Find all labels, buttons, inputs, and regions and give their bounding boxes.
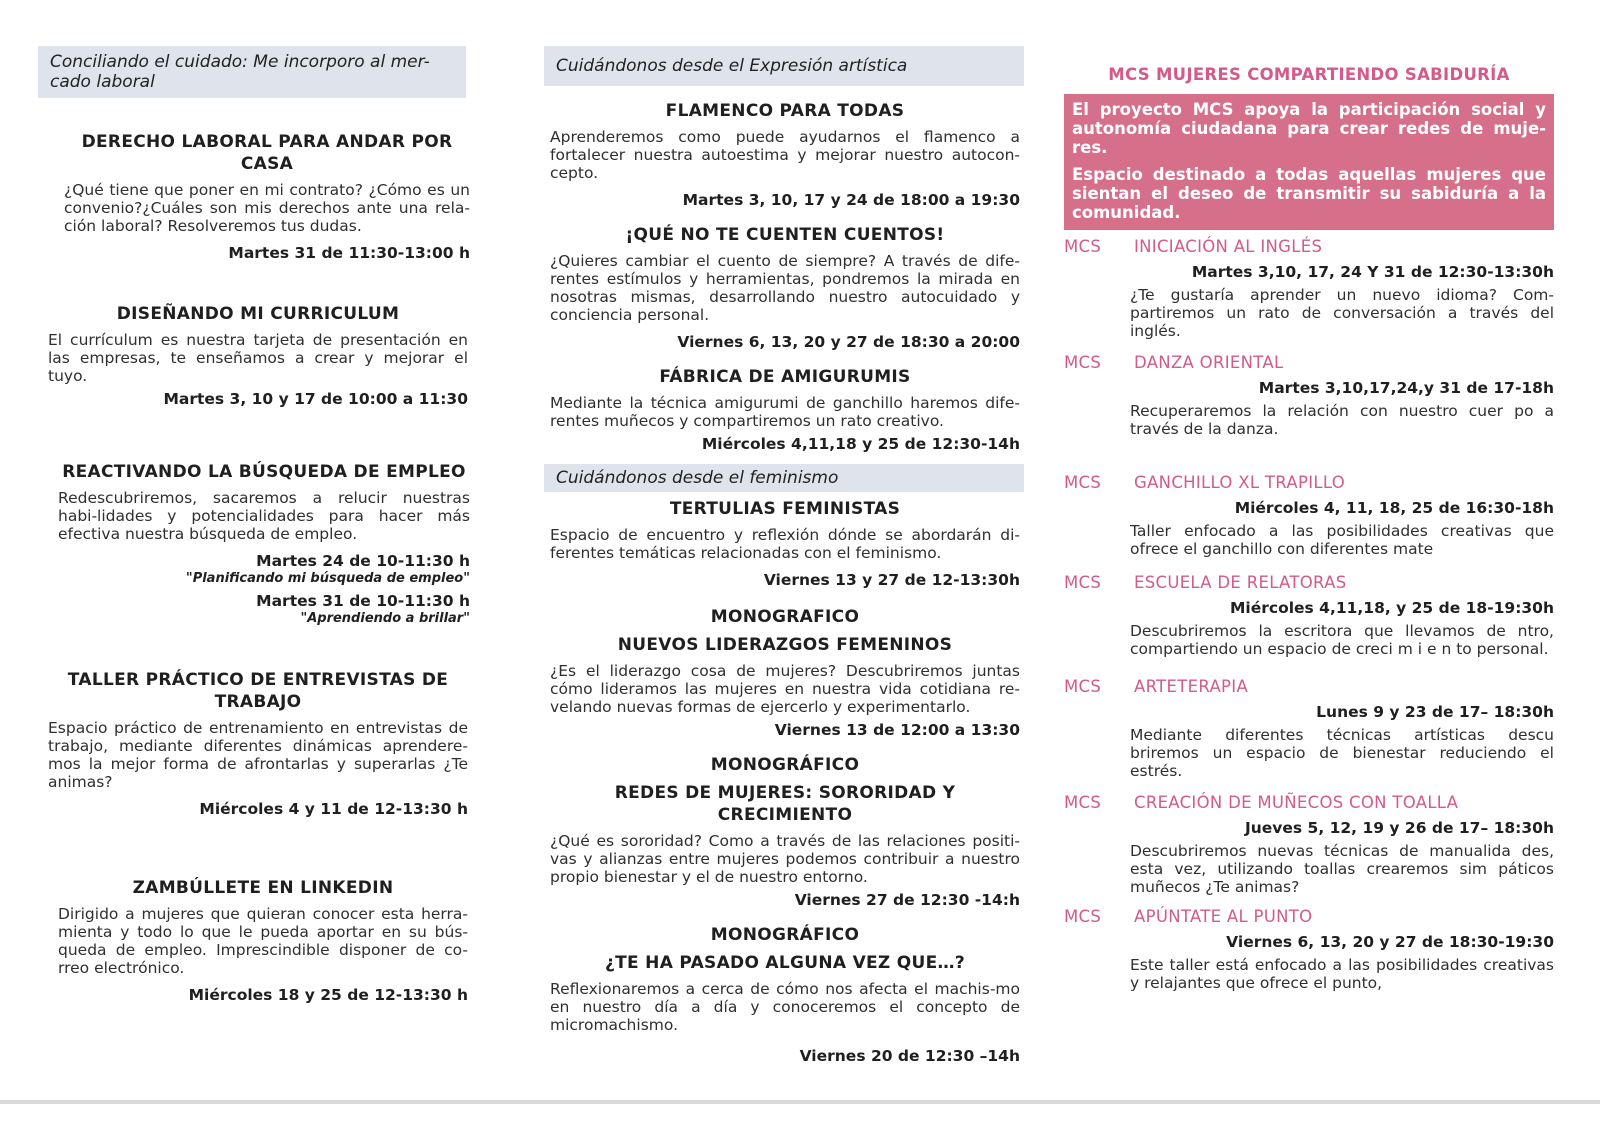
event-description: ¿Es el liderazgo cosa de mujeres? Descubriremos juntas cómo lideramos las mujeres en nuestra vida cotidiana re-velando nuevas formas de ejercerlo y experimentarlo. — [550, 662, 1020, 716]
event-title: FLAMENCO PARA TODAS — [665, 101, 905, 121]
column-mcs — [1064, 64, 1554, 992]
mcs-intro-paragraph: El proyecto MCS apoya la participación social y autonomía ciudadana para crear redes de muje-res. — [1072, 100, 1546, 157]
event-title: ZAMBÚLLETE EN LINKEDIN — [132, 878, 394, 898]
event-amigurumis — [544, 366, 1024, 454]
mcs-item-name: ESCUELA DE RELATORAS — [1134, 573, 1347, 592]
event-schedule: Martes 3, 10, 17 y 24 de 18:00 a 19:30 — [682, 191, 1020, 209]
mcs-item-description: Este taller está enfocado a las posibilidades creativas y relajantes que ofrece el punto, — [1130, 956, 1554, 992]
event-subtitle: REDES DE MUJERES: SORORIDAD Y CRECIMIENTO — [614, 783, 956, 825]
mcs-tag: MCS — [1064, 573, 1102, 592]
event-subtitle: NUEVOS LIDERAZGOS FEMENINOS — [617, 635, 953, 655]
mcs-item-schedule: Martes 3,10,17,24,y 31 de 17-18h — [1258, 379, 1554, 397]
mcs-intro-paragraph-2: Espacio destinado a todas aquellas mujeres que sientan el deseo de transmitir su sabiduría a la comunidad. — [1072, 165, 1546, 222]
mcs-item-schedule: Miércoles 4, 11, 18, 25 de 16:30-18h — [1234, 499, 1554, 517]
event-title: ¡QUÉ NO TE CUENTEN CUENTOS! — [625, 225, 945, 245]
mcs-item-munecos — [1064, 792, 1554, 896]
event-schedule: Martes 3, 10 y 17 de 10:00 a 11:30 — [163, 390, 468, 408]
event-title: MONOGRAFICO — [710, 607, 860, 627]
event-description: Reflexionaremos a cerca de cómo nos afecta el machis-mo en nuestro día a día y conoceremos el concepto de micromachismo. — [550, 980, 1020, 1034]
event-schedule: Martes 31 de 11:30-13:00 h — [228, 244, 470, 262]
event-flamenco — [544, 100, 1024, 210]
event-description: ¿Qué es sororidad? Como a través de las relaciones positi-vas y alianzas entre mujeres podemos contribuir a nuestro propio bienestar y el de nuestro entorno. — [550, 832, 1020, 886]
event-description: Dirigido a mujeres que quieran conocer esta herra-mienta y todo lo que le pueda aportar en su bús-queda de empleo. Imprescindible disponer de co-rreo electrónico. — [58, 905, 468, 977]
mcs-item-name: ARTETERAPIA — [1134, 677, 1249, 696]
event-note-2: "Aprendiendo a brillar" — [300, 611, 470, 626]
mcs-item-schedule: Lunes 9 y 23 de 17– 18:30h — [1316, 703, 1554, 721]
event-title: TALLER PRÁCTICO DE ENTREVISTAS DE TRABAJO — [67, 670, 449, 712]
mcs-tag: MCS — [1064, 677, 1102, 696]
mcs-tag: MCS — [1064, 793, 1102, 812]
event-cuentos — [544, 224, 1024, 352]
event-description: ¿Quieres cambiar el cuento de siempre? A través de dife-rentes estímulos y herramientas, pondremos la mirada en nosotras mismas, desarrollando nuestro autocuidado y conciencia personal. — [550, 252, 1020, 324]
event-note: "Planificando mi búsqueda de empleo" — [185, 571, 470, 586]
mcs-item-punto — [1064, 906, 1554, 992]
event-description: El currículum es nuestra tarjeta de presentación en las empresas, te enseñamos a crear y mejorar el tuyo. — [48, 331, 468, 385]
event-title: DERECHO LABORAL PARA ANDAR POR CASA — [81, 132, 453, 174]
event-title: MONOGRÁFICO — [710, 755, 860, 775]
event-title: TERTULIAS FEMINISTAS — [669, 499, 901, 519]
event-description: Aprenderemos como puede ayudarnos el flamenco a fortalecer nuestra autoestima y mejorar nuestro autocon-cepto. — [550, 128, 1020, 182]
mcs-item-name: INICIACIÓN AL INGLÉS — [1134, 237, 1323, 256]
mcs-item-description: Taller enfocado a las posibilidades creativas que ofrece el ganchillo con diferentes mate — [1130, 522, 1554, 558]
event-schedule: Viernes 13 y 27 de 12-13:30h — [763, 571, 1020, 589]
event-title: FÁBRICA DE AMIGURUMIS — [659, 367, 911, 387]
event-schedule: Viernes 20 de 12:30 –14h — [799, 1047, 1020, 1065]
mcs-item-ganchillo — [1064, 472, 1554, 558]
mcs-item-arteterapia — [1064, 676, 1554, 780]
event-schedule: Miércoles 4,11,18 y 25 de 12:30-14h — [701, 435, 1020, 453]
column-expresion-feminismo — [544, 46, 1024, 1066]
event-description: Redescubriremos, sacaremos a relucir nuestras habi-lidades y potencialidades para hacer más efectiva nuestra búsqueda de empleo. — [58, 489, 470, 543]
mcs-item-description: ¿Te gustaría aprender un nuevo idioma? Com-partiremos un rato de conversación a través del inglés. — [1130, 286, 1554, 340]
mcs-item-danza — [1064, 352, 1554, 438]
mcs-item-description: Recuperaremos la relación con nuestro cuer po a través de la danza. — [1130, 402, 1554, 438]
mcs-item-name: GANCHILLO XL TRAPILLO — [1134, 473, 1346, 492]
event-liderazgos — [544, 606, 1024, 740]
event-schedule-2: Martes 31 de 10-11:30 h — [256, 592, 470, 610]
mcs-item-description: Mediante diferentes técnicas artísticas descu briremos un espacio de bienestar reduciendo el estrés. — [1130, 726, 1554, 780]
mcs-item-description: Descubriremos nuevas técnicas de manualida des, esta vez, utilizando toallas crearemos sim páticos muñecos ¿Te animas? — [1130, 842, 1554, 896]
event-schedule: Miércoles 4 y 11 de 12-13:30 h — [199, 800, 468, 818]
event-description: ¿Qué tiene que poner en mi contrato? ¿Cómo es un convenio?¿Cuáles son mis derechos ante una rela-ción laboral? Resolveremos tus dudas. — [64, 181, 470, 235]
event-schedule: Viernes 13 de 12:00 a 13:30 — [774, 721, 1020, 739]
mcs-item-ingles — [1064, 236, 1554, 340]
event-schedule: Viernes 6, 13, 20 y 27 de 18:30 a 20:00 — [677, 333, 1020, 351]
event-linkedin — [38, 877, 478, 1005]
mcs-item-schedule: Jueves 5, 12, 19 y 26 de 17– 18:30h — [1244, 819, 1554, 837]
section-title-feminismo: Cuidándonos desde el feminismo — [544, 464, 1024, 492]
mcs-item-name: APÚNTATE AL PUNTO — [1134, 907, 1313, 926]
mcs-title: MCS MUJERES COMPARTIENDO SABIDURÍA — [1108, 65, 1510, 84]
event-description: Espacio práctico de entrenamiento en entrevistas de trabajo, mediante diferentes dinámicas aprendere-mos la mejor forma de afrontarlas y superarlas ¿Te animas? — [48, 719, 468, 791]
mcs-item-name: CREACIÓN DE MUÑECOS CON TOALLA — [1134, 793, 1459, 812]
event-schedule: Viernes 27 de 12:30 -14:h — [794, 891, 1020, 909]
mcs-tag: MCS — [1064, 907, 1102, 926]
event-curriculum — [38, 303, 478, 409]
event-machismo — [544, 924, 1024, 1066]
event-entrevistas — [38, 669, 478, 819]
mcs-item-schedule: Viernes 6, 13, 20 y 27 de 18:30-19:30 — [1226, 933, 1554, 951]
event-description: Mediante la técnica amigurumi de ganchillo haremos dife-rentes muñecos y compartiremos un rato creativo. — [550, 394, 1020, 430]
mcs-item-name: DANZA ORIENTAL — [1134, 353, 1284, 372]
mcs-tag: MCS — [1064, 237, 1102, 256]
mcs-item-relatoras — [1064, 572, 1554, 658]
mcs-item-schedule: Martes 3,10, 17, 24 Y 31 de 12:30-13:30h — [1191, 263, 1554, 281]
column-empleo — [38, 46, 478, 1005]
section-title: Cuidándonos desde el Expresión artística — [544, 46, 1024, 86]
event-schedule: Miércoles 18 y 25 de 12-13:30 h — [188, 986, 468, 1004]
event-sororidad — [544, 754, 1024, 910]
event-tertulias — [544, 498, 1024, 590]
mcs-tag: MCS — [1064, 473, 1102, 492]
event-derecho-laboral — [38, 131, 478, 263]
event-subtitle: ¿TE HA PASADO ALGUNA VEZ QUE…? — [604, 953, 966, 973]
event-description: Espacio de encuentro y reflexión dónde se abordarán di-ferentes temáticas relacionadas con el feminismo. — [550, 526, 1020, 562]
event-busqueda-empleo — [38, 461, 478, 627]
mcs-item-description: Descubriremos la escritora que llevamos de ntro, compartiendo un espacio de creci m i e n to personal. — [1130, 622, 1554, 658]
event-title: MONOGRÁFICO — [710, 925, 860, 945]
event-title: DISEÑANDO MI CURRICULUM — [116, 304, 400, 324]
event-schedule: Martes 24 de 10-11:30 h — [256, 552, 470, 570]
mcs-intro-box — [1064, 94, 1554, 230]
page-bottom-divider — [0, 1100, 1600, 1104]
mcs-tag: MCS — [1064, 353, 1102, 372]
section-title: Conciliando el cuidado: Me incorporo al mer-cado laboral — [38, 46, 466, 98]
mcs-item-schedule: Miércoles 4,11,18, y 25 de 18-19:30h — [1229, 599, 1554, 617]
event-title: REACTIVANDO LA BÚSQUEDA DE EMPLEO — [62, 462, 466, 482]
